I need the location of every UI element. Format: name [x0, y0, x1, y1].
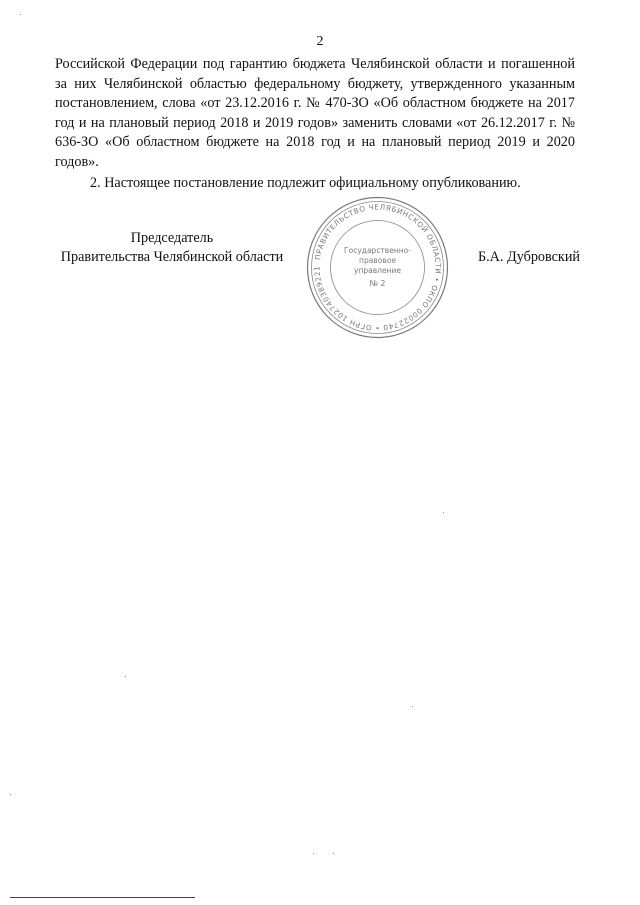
- scan-speck: [333, 853, 334, 854]
- signatory-title: [40, 229, 304, 267]
- scan-speck: [443, 512, 444, 513]
- paragraph-publication: 2. Настоящее постановление подлежит официальному опубликованию.: [90, 175, 521, 191]
- bottom-rule: [10, 897, 195, 898]
- official-seal: [305, 195, 450, 340]
- page-number: 2: [316, 34, 324, 49]
- seal-outer-text: ПРАВИТЕЛЬСТВО ЧЕЛЯБИНСКОЙ ОБЛАСТИ • ОКПО 00022740 • ОГРН 102740389221: [312, 202, 443, 333]
- seal-number: № 2: [369, 279, 386, 288]
- seal-inner-line-1: Государственно-: [344, 246, 411, 255]
- paragraph-continuation: Российской Федерации под гарантию бюджета Челябинской области и погашенной за них Челябинской областью федеральному бюджету, утвержденного указанным постановлением, слова «от 23.12.2016 г. № 470-ЗО «Об областном бюджете на 2017 год и на плановый период 2018 и 2019 годов» заменить словами «от 26.12.2017 г. № 636-ЗО «Об областном бюджете на 2018 год и на плановый период 2019 и 2020 годов».: [55, 56, 575, 170]
- scan-speck: [313, 853, 314, 854]
- scan-speck: [10, 794, 11, 795]
- signatory-title-line-2: Правительства Челябинской области: [60, 249, 284, 265]
- signatory-title-line-1: Председатель: [130, 230, 214, 246]
- seal-inner-line-3: управление: [354, 266, 401, 275]
- seal-inner-line-2: правовое: [359, 256, 396, 265]
- seal-graphic: [305, 195, 450, 340]
- scan-speck: [125, 676, 126, 677]
- scan-speck: [20, 14, 21, 15]
- document-body: [55, 55, 575, 194]
- signatory-name: Б.А. Дубровский: [477, 249, 580, 265]
- scan-speck: [412, 706, 413, 707]
